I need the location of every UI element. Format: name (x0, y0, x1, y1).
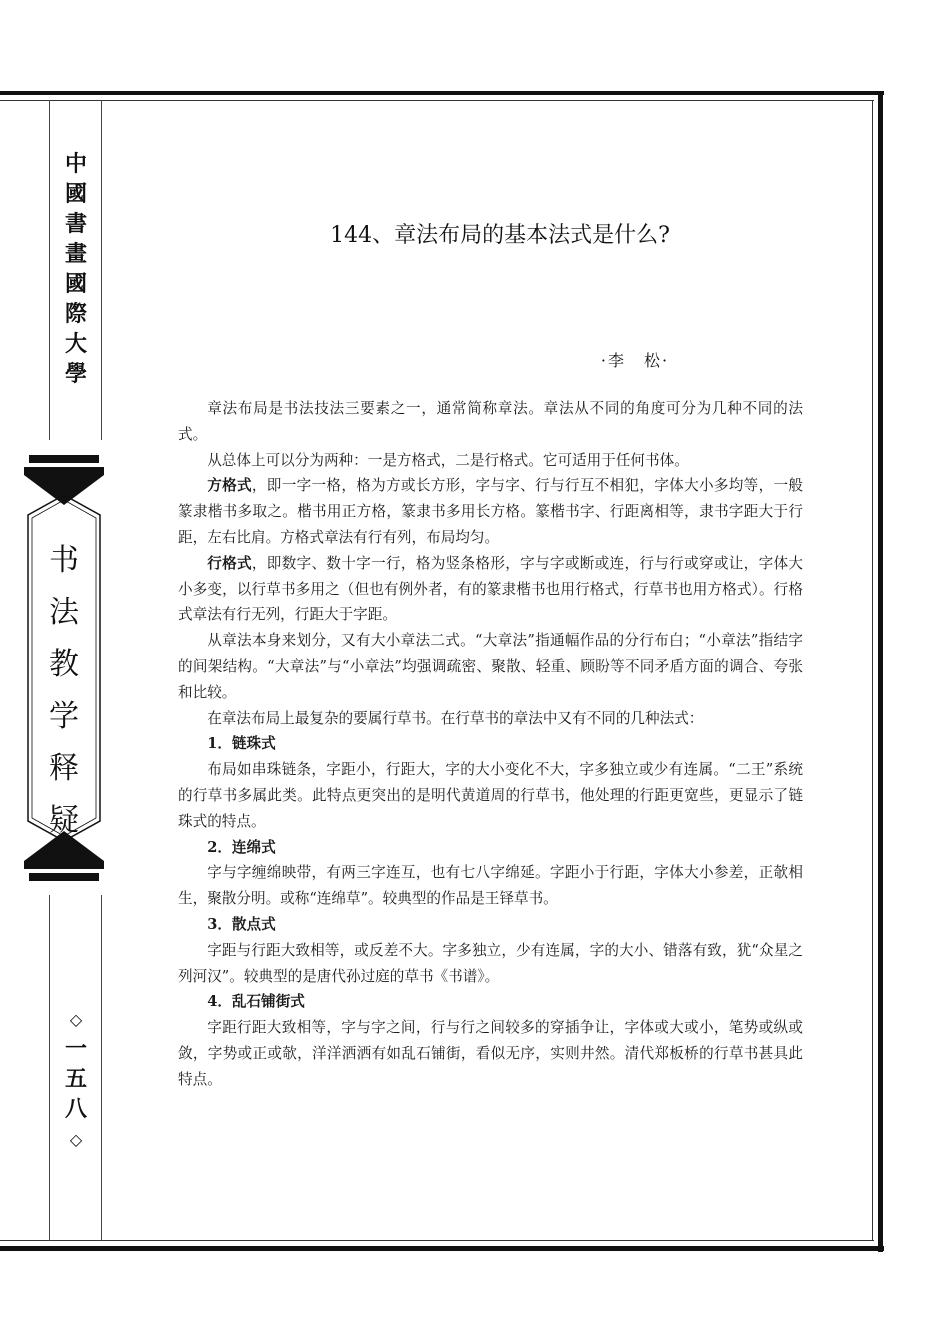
subheading: 2．连绵式 (207, 838, 276, 856)
paragraph: 章法布局是书法技法三要素之一，通常简称章法。章法从不同的角度可分为几种不同的法式。 (178, 400, 803, 443)
page-number-char: 八 (64, 1097, 87, 1122)
series-char: 書 (64, 212, 87, 237)
paragraph: 布局如串珠链条，字距小，行距大，字的大小变化不大，字多独立或少有连属。“二王”系统的行草书多属此类。此特点更突出的是明代黄道周的行草书，他处理的行距更宽些，更显示了链珠式的特点。 (178, 761, 803, 830)
inner-rule-right (872, 100, 873, 1241)
subheading: 1．链珠式 (207, 735, 276, 753)
page-number (60, 1005, 92, 1155)
series-char: 際 (64, 302, 87, 327)
paragraph: 从总体上可以分为两种：一是方格式，二是行格式。它可适用于任何书体。 (207, 451, 689, 469)
series-char: 學 (64, 362, 87, 387)
side-rule (49, 895, 50, 1241)
paragraph-text: ，即数字、数十字一行，格为竖条格形，字与字或断或连，行与行或穿或让，字体大小多变，以行草书多用之（但也有例外者，有的篆隶楷书也用行格式，行草书也用方格式）。行格式章法有行无列，行距大于字距。 (178, 554, 803, 624)
paragraph: 从章法本身来划分，又有大小章法二式。“大章法”指通幅作品的分行布白；“小章法”指结字的间架结构。“大章法”与“小章法”均强调疏密、聚散、轻重、顾盼等不同矛盾方面的调合、夸张和比较。 (178, 632, 803, 701)
page-frame-right (878, 91, 883, 1252)
side-rule (101, 895, 102, 1241)
page-frame-bottom (0, 1246, 884, 1251)
diamond-icon: ◇ (69, 1010, 83, 1029)
paragraph (178, 551, 803, 628)
paragraph: 字距与行距大致相等，或反差不大。字多独立，少有连属，字的大小、错落有致，犹“众星之列河汉”。较典型的是唐代孙过庭的草书《书谱》。 (178, 941, 803, 985)
page-number-char: 一 (64, 1037, 87, 1062)
book-title-box (20, 455, 133, 885)
series-char: 國 (64, 272, 87, 297)
article-heading: 144、章法布局的基本法式是什么? (330, 223, 670, 248)
side-rule (49, 100, 50, 440)
page-number-char: 五 (64, 1067, 87, 1092)
inner-rule-bottom (0, 1240, 874, 1241)
book-char: 教 (49, 647, 79, 682)
ornament-bar (29, 873, 99, 881)
paragraph (178, 473, 803, 550)
book-char: 书 (49, 543, 79, 578)
term: 行格式 (207, 554, 252, 572)
paragraph: 字距行距大致相等，字与字之间，行与行之间较多的穿插争让，字体或大或小，笔势或纵或敛，字势或正或欹，洋洋洒洒有如乱石铺街，看似无序，实则井然。清代郑板桥的行草书甚具此特点。 (178, 1019, 803, 1088)
article-author: ·李 松· (600, 351, 670, 370)
series-char: 畫 (64, 242, 87, 267)
subheading: 4．乱石铺街式 (207, 993, 305, 1011)
paragraph-text: ，即一字一格，格为方或长方形，字与字、行与行互不相犯，字体大小多均等，一般篆隶楷书多取之。楷书用正方格，篆隶书多用长方格。篆楷书字、行距离相等，隶书字距大于行距，左右比肩。方格式章法有行有列，布局均匀。 (178, 477, 803, 546)
article-body (178, 396, 803, 1093)
side-rule (101, 100, 102, 440)
paragraph: 在章法布局上最复杂的要属行草书。在行草书的章法中又有不同的几种法式： (207, 709, 704, 727)
series-char: 中 (64, 152, 87, 177)
book-char: 释 (49, 751, 79, 786)
book-char: 法 (49, 595, 79, 630)
term: 方格式 (207, 477, 252, 495)
book-char: 疑 (49, 803, 79, 838)
book-char: 学 (49, 699, 79, 734)
subheading: 3．散点式 (207, 915, 276, 933)
inner-rule-top (0, 100, 874, 101)
series-char: 國 (64, 182, 87, 207)
series-char: 大 (64, 332, 87, 357)
page-frame-top (0, 91, 884, 95)
series-title (58, 150, 94, 390)
diamond-icon: ◇ (69, 1130, 83, 1149)
book-title (44, 535, 84, 847)
paragraph: 字与字缠绵映带，有两三字连互，也有七八字绵延。字距小于行距，字体大小参差，正欹相生，聚散分明。或称“连绵草”。较典型的作品是王铎草书。 (178, 864, 803, 908)
